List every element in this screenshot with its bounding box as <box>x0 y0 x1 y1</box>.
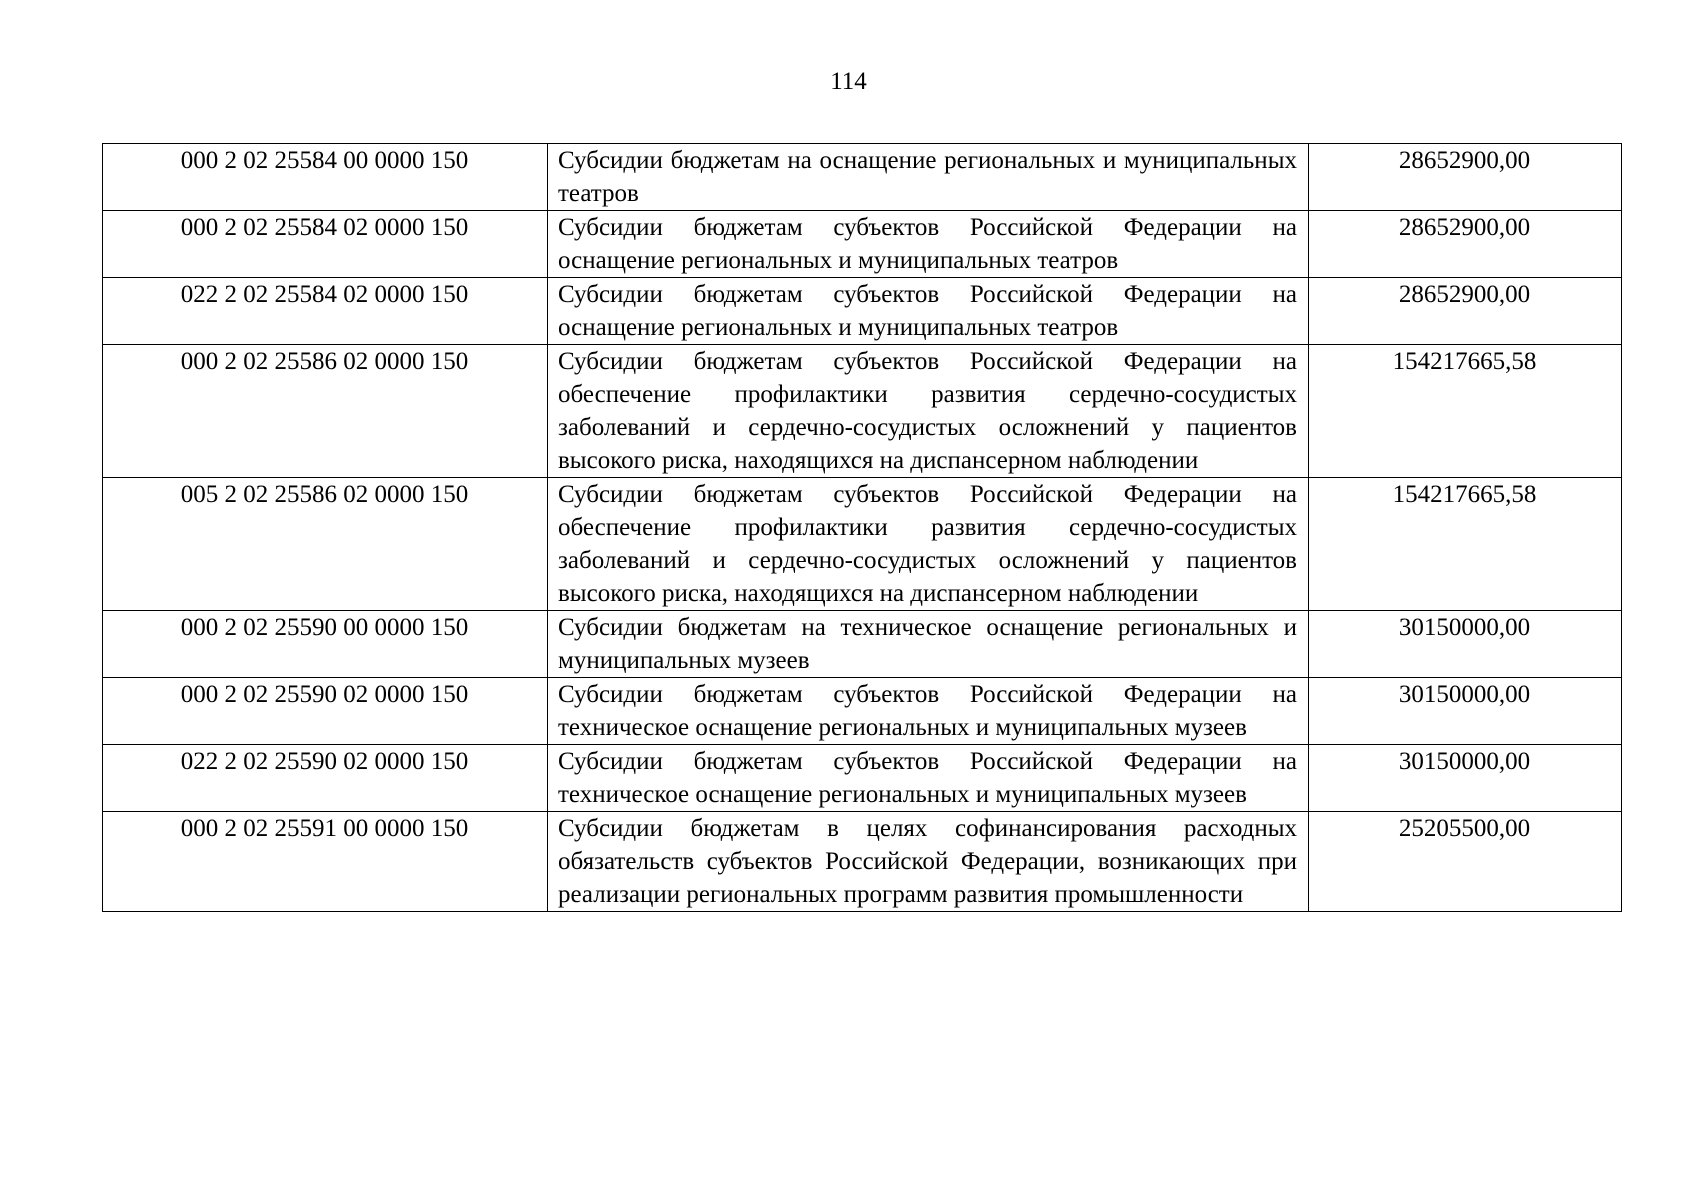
amount-cell: 28652900,00 <box>1309 211 1622 278</box>
table-row <box>103 345 1622 478</box>
budget-table <box>102 143 1622 912</box>
table-row <box>103 278 1622 345</box>
budget-code-cell: 000 2 02 25586 02 0000 150 <box>103 345 548 478</box>
amount-cell: 25205500,00 <box>1309 812 1622 912</box>
description-cell: Субсидии бюджетам субъектов Российской Федерации на техническое оснащение региональных и муниципальных музеев <box>548 745 1309 812</box>
amount-cell: 154217665,58 <box>1309 345 1622 478</box>
table-row <box>103 812 1622 912</box>
description-cell: Субсидии бюджетам на оснащение региональных и муниципальных театров <box>548 144 1309 211</box>
budget-code-cell: 005 2 02 25586 02 0000 150 <box>103 478 548 611</box>
table-row <box>103 144 1622 211</box>
description-cell: Субсидии бюджетам на техническое оснащение региональных и муниципальных музеев <box>548 611 1309 678</box>
budget-code-cell: 000 2 02 25584 00 0000 150 <box>103 144 548 211</box>
amount-cell: 30150000,00 <box>1309 611 1622 678</box>
budget-code-cell: 000 2 02 25591 00 0000 150 <box>103 812 548 912</box>
description-cell: Субсидии бюджетам субъектов Российской Федерации на техническое оснащение региональных и муниципальных музеев <box>548 678 1309 745</box>
amount-cell: 30150000,00 <box>1309 745 1622 812</box>
budget-code-cell: 022 2 02 25584 02 0000 150 <box>103 278 548 345</box>
description-cell: Субсидии бюджетам субъектов Российской Федерации на оснащение региональных и муниципальных театров <box>548 278 1309 345</box>
table-row <box>103 745 1622 812</box>
budget-code-cell: 022 2 02 25590 02 0000 150 <box>103 745 548 812</box>
budget-code-cell: 000 2 02 25590 00 0000 150 <box>103 611 548 678</box>
amount-cell: 28652900,00 <box>1309 144 1622 211</box>
page-number: 114 <box>830 68 867 95</box>
table-row <box>103 478 1622 611</box>
description-cell: Субсидии бюджетам в целях софинансирования расходных обязательств субъектов Российской Федерации, возникающих при реализации региональных программ развития промышленности <box>548 812 1309 912</box>
description-cell: Субсидии бюджетам субъектов Российской Федерации на обеспечение профилактики развития сердечно-сосудистых заболеваний и сердечно-сосудистых осложнений у пациентов высокого риска, находящихся на диспансерном наблюдении <box>548 478 1309 611</box>
amount-cell: 30150000,00 <box>1309 678 1622 745</box>
budget-code-cell: 000 2 02 25584 02 0000 150 <box>103 211 548 278</box>
amount-cell: 28652900,00 <box>1309 278 1622 345</box>
table-row <box>103 211 1622 278</box>
description-cell: Субсидии бюджетам субъектов Российской Федерации на оснащение региональных и муниципальных театров <box>548 211 1309 278</box>
table-row <box>103 678 1622 745</box>
budget-code-cell: 000 2 02 25590 02 0000 150 <box>103 678 548 745</box>
description-cell: Субсидии бюджетам субъектов Российской Федерации на обеспечение профилактики развития сердечно-сосудистых заболеваний и сердечно-сосудистых осложнений у пациентов высокого риска, находящихся на диспансерном наблюдении <box>548 345 1309 478</box>
amount-cell: 154217665,58 <box>1309 478 1622 611</box>
table-row <box>103 611 1622 678</box>
